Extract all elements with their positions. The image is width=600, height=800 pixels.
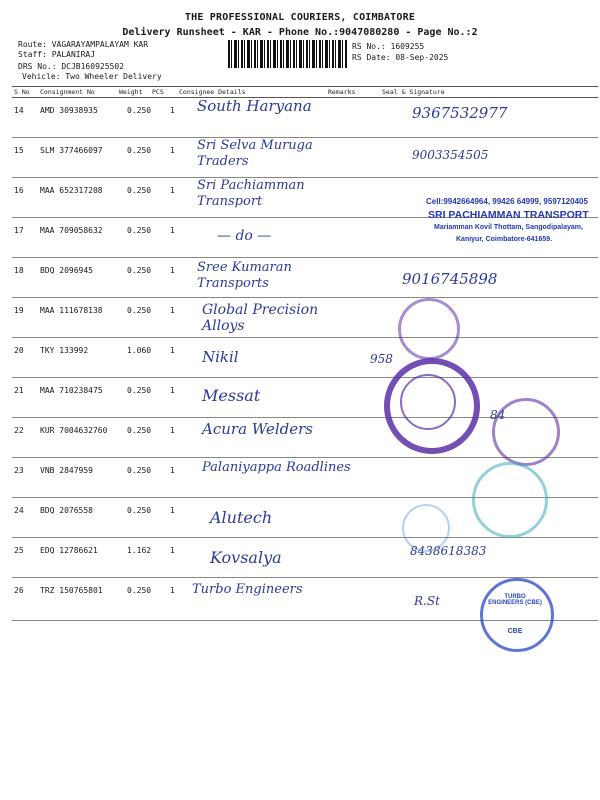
row-sno: 21 [14,386,24,395]
row-consignment: MAA 710238475 [40,386,103,395]
row-sno: 22 [14,426,24,435]
row-weight: 0.250 [127,226,152,235]
row-consignment: EDQ 12786621 [40,546,98,555]
row-consignment: SLM 377466097 [40,146,103,155]
seal-global-alloys [398,298,460,360]
drs-number: DRS No.: DCJB160925502 [18,62,124,71]
row-sno: 20 [14,346,24,355]
table-row [12,138,598,178]
row-consignee: Global Precision Alloys [202,302,319,334]
row-consignee: Turbo Engineers [192,582,303,597]
row-signature: 9003354505 [412,148,489,162]
row-consignment: BDQ 2076558 [40,506,93,515]
row-signature: 958 [370,352,393,366]
row-weight: 0.250 [127,106,152,115]
row-consignment: AMD 30938935 [40,106,98,115]
col-seal: Seal & Signature [382,88,445,96]
row-pcs: 1 [170,226,175,235]
row-sno: 19 [14,306,24,315]
row-weight: 0.250 [127,186,152,195]
row-pcs: 1 [170,306,175,315]
row-pcs: 1 [170,546,175,555]
row-weight: 0.250 [127,586,152,595]
seal-acura-welders [492,398,560,466]
row-signature: 9016745898 [402,270,498,288]
row-pcs: 1 [170,586,175,595]
row-consignment: TRZ 150765801 [40,586,103,595]
row-pcs: 1 [170,146,175,155]
vehicle-text: Vehicle: Two Wheeler Delivery [22,72,162,81]
row-pcs: 1 [170,386,175,395]
row-sno: 25 [14,546,24,555]
row-consignee: Sri Pachiamman Transport [197,178,305,209]
seal-cbe-text: CBE [507,628,523,635]
row-pcs: 1 [170,346,175,355]
row-consignment: BDQ 2096945 [40,266,93,275]
row-consignee: — do — [217,228,272,244]
row-consignment: VNB 2847959 [40,466,93,475]
seal-turbo-text: TURBO ENGINEERS (CBE) [488,594,542,606]
stamp-company-name: SRI PACHIAMMAN TRANSPORT [428,209,589,221]
col-weight: Weight [119,88,143,96]
row-weight: 0.250 [127,386,152,395]
seal-turbo-engineers [480,578,554,652]
row-sno: 14 [14,106,24,115]
row-consignee: Acura Welders [202,420,313,438]
row-consignee: South Haryana [197,97,312,115]
row-weight: 0.250 [127,306,152,315]
row-pcs: 1 [170,426,175,435]
rs-date: RS Date: 08-Sep-2025 [352,53,449,62]
row-consignment: TKY 133992 [40,346,89,355]
row-consignment: MAA 709058632 [40,226,103,235]
row-signature: R.St [414,594,440,608]
row-signature: 8438618383 [410,544,487,558]
seal-teal [472,462,548,538]
table-row [12,538,598,578]
row-consignee: Alutech [210,508,273,527]
row-sno: 15 [14,146,24,155]
company-title: THE PROFESSIONAL COURIERS, COIMBATORE [184,12,416,23]
row-weight: 0.250 [127,146,152,155]
runsheet-title: Delivery Runsheet - KAR - Phone No.:9047080280 - Page No.:2 [122,27,478,38]
row-consignee: Kovsalya [210,548,282,567]
row-weight: 0.250 [127,266,152,275]
rs-number: RS No.: 1609255 [352,42,425,51]
col-consignee: Consignee Details [179,88,246,96]
table-row [12,98,598,138]
col-consignment: Consignment No [40,88,95,96]
row-pcs: 1 [170,466,175,475]
row-weight: 0.250 [127,466,152,475]
col-sno: S No [14,88,30,96]
row-pcs: 1 [170,186,175,195]
row-sno: 18 [14,266,24,275]
barcode [228,40,348,68]
row-consignee: Messat [202,386,261,405]
row-consignment: MAA 652317208 [40,186,103,195]
row-signature: 9367532977 [412,104,508,122]
row-weight: 1.162 [127,546,152,555]
row-pcs: 1 [170,106,175,115]
row-consignee: Palaniyappa Roadlines [202,460,351,475]
row-sno: 17 [14,226,24,235]
row-sno: 24 [14,506,24,515]
table-row [12,338,598,378]
stamp-address-line1: Mariamman Kovil Thottam, Sangodipalayam, [434,224,583,231]
row-sno: 16 [14,186,24,195]
row-weight: 0.250 [127,426,152,435]
row-consignee: Nikil [202,348,239,366]
stamp-phones: Cell:9942664964, 99426 64999, 9597120405 [426,197,588,206]
row-pcs: 1 [170,266,175,275]
row-sno: 26 [14,586,24,595]
staff-text: Staff: PALANIRAJ [18,50,96,59]
seal-round-violet-inner [400,374,456,430]
stamp-address-line2: Kaniyur, Coimbatore-641659. [456,236,553,243]
table-row [12,298,598,338]
row-weight: 0.250 [127,506,152,515]
row-consignee: Sri Selva Muruga Traders [197,138,313,169]
col-pcs: PCS [152,88,164,96]
row-sno: 23 [14,466,24,475]
row-consignment: MAA 111678138 [40,306,103,315]
table-row [12,258,598,298]
row-consignment: KUR 7004632760 [40,426,108,435]
route-text: Route: VAGARAYAMPALAYAM KAR [18,40,149,49]
header-rule-top [12,86,598,87]
row-consignee: Sree Kumaran Transports [197,260,292,291]
row-pcs: 1 [170,506,175,515]
col-remarks: Remarks [328,88,356,96]
seal-faint [402,504,450,552]
row-weight: 1.060 [127,346,152,355]
row-signature: 84 [490,408,506,422]
